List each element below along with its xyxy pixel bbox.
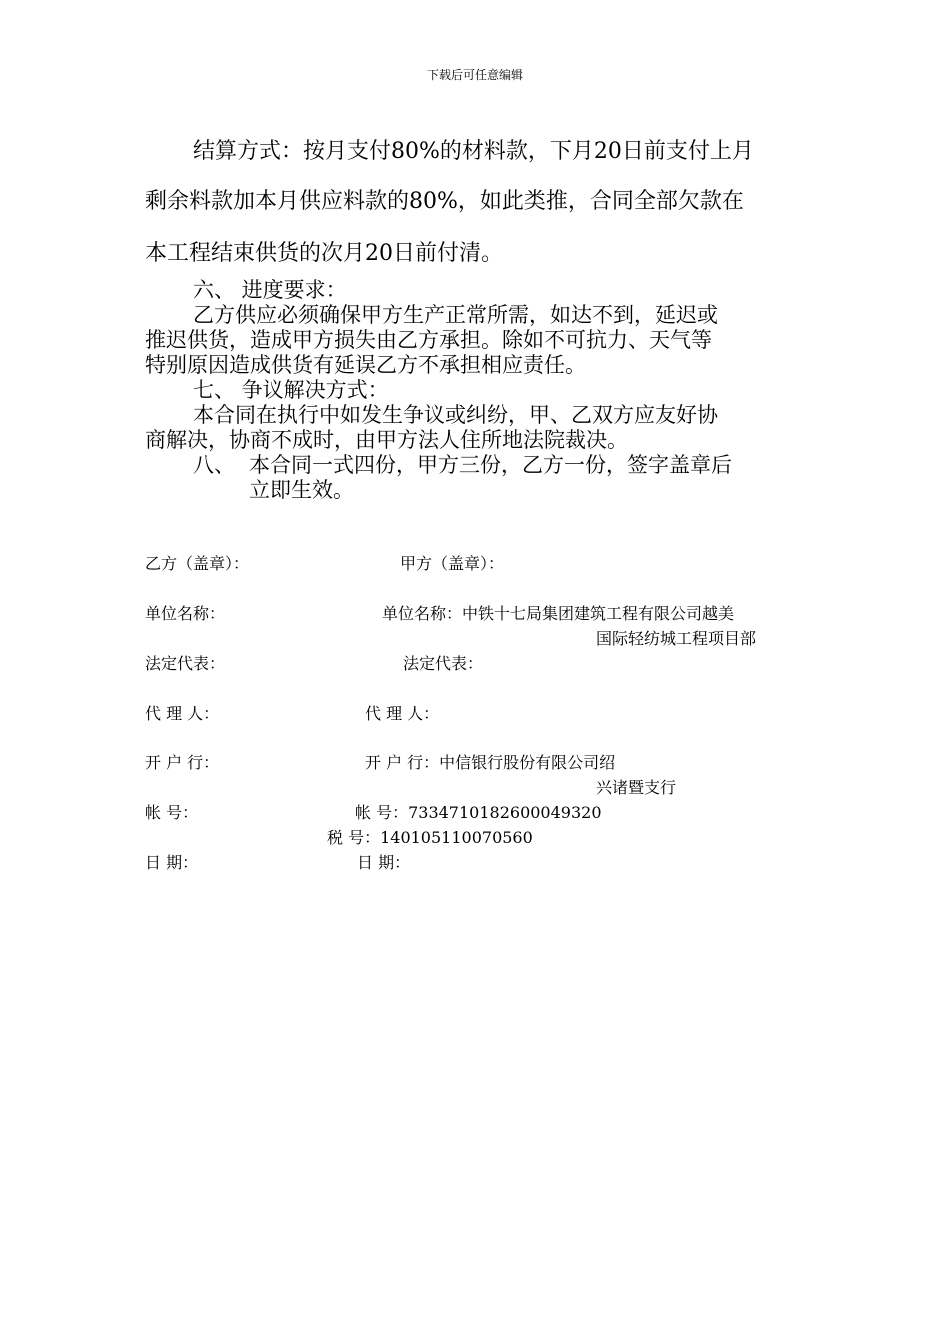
- progress-line-2: 推迟供货，造成甲方损失由乙方承担。除如不可抗力、天气等: [145, 328, 712, 352]
- party-b-date-label: 日 期：: [145, 853, 199, 872]
- page-header-note: 下载后可任意编辑: [426, 68, 523, 82]
- progress-heading: 六、 进度要求：: [193, 278, 347, 302]
- party-b-seal-label: 乙方（盖章）：: [145, 554, 250, 573]
- settlement-line-2: 剩余料款加本月供应料款的80%，如此类推，合同全部欠款在: [145, 189, 744, 214]
- party-a-tax-number: 税 号：140105110070560: [327, 828, 533, 847]
- progress-line-1: 乙方供应必须确保甲方生产正常所需，如达不到，延迟或: [193, 303, 718, 327]
- progress-line-3: 特别原因造成供货有延误乙方不承担相应责任。: [145, 353, 586, 377]
- party-b-account-label: 帐 号：: [145, 803, 199, 822]
- party-a-seal-label: 甲方（盖章）：: [400, 554, 505, 573]
- dispute-line-2: 商解决，协商不成时，由甲方法人住所地法院裁决。: [145, 428, 628, 452]
- party-b-unit-label: 单位名称：: [145, 604, 226, 623]
- dispute-heading: 七、 争议解决方式：: [193, 378, 389, 402]
- party-a-bank-line-1: 开 户 行：中信银行股份有限公司绍: [365, 753, 616, 772]
- copies-line-2: 立即生效。: [249, 478, 354, 502]
- copies-number: 八、: [193, 453, 235, 477]
- copies-line-1: 本合同一式四份，甲方三份，乙方一份，签字盖章后: [249, 453, 732, 477]
- party-a-account: 帐 号：7334710182600049320: [355, 803, 602, 822]
- dispute-line-1: 本合同在执行中如发生争议或纠纷，甲、乙双方应友好协: [193, 403, 718, 427]
- party-a-unit-line-2: 国际轻纺城工程项目部: [596, 629, 757, 648]
- party-a-agent-label: 代 理 人：: [365, 704, 440, 723]
- party-a-unit-line-1: 单位名称：中铁十七局集团建筑工程有限公司越美: [382, 604, 735, 623]
- party-b-rep-label: 法定代表：: [145, 654, 226, 673]
- party-b-agent-label: 代 理 人：: [145, 704, 220, 723]
- settlement-line-1: 结算方式：按月支付80%的材料款，下月20日前支付上月: [193, 139, 754, 164]
- party-a-rep-label: 法定代表：: [403, 654, 484, 673]
- party-b-bank-label: 开 户 行：: [145, 753, 220, 772]
- party-a-bank-line-2: 兴诸暨支行: [596, 778, 677, 797]
- party-a-date-label: 日 期：: [357, 853, 411, 872]
- settlement-line-3: 本工程结束供货的次月20日前付清。: [145, 241, 503, 266]
